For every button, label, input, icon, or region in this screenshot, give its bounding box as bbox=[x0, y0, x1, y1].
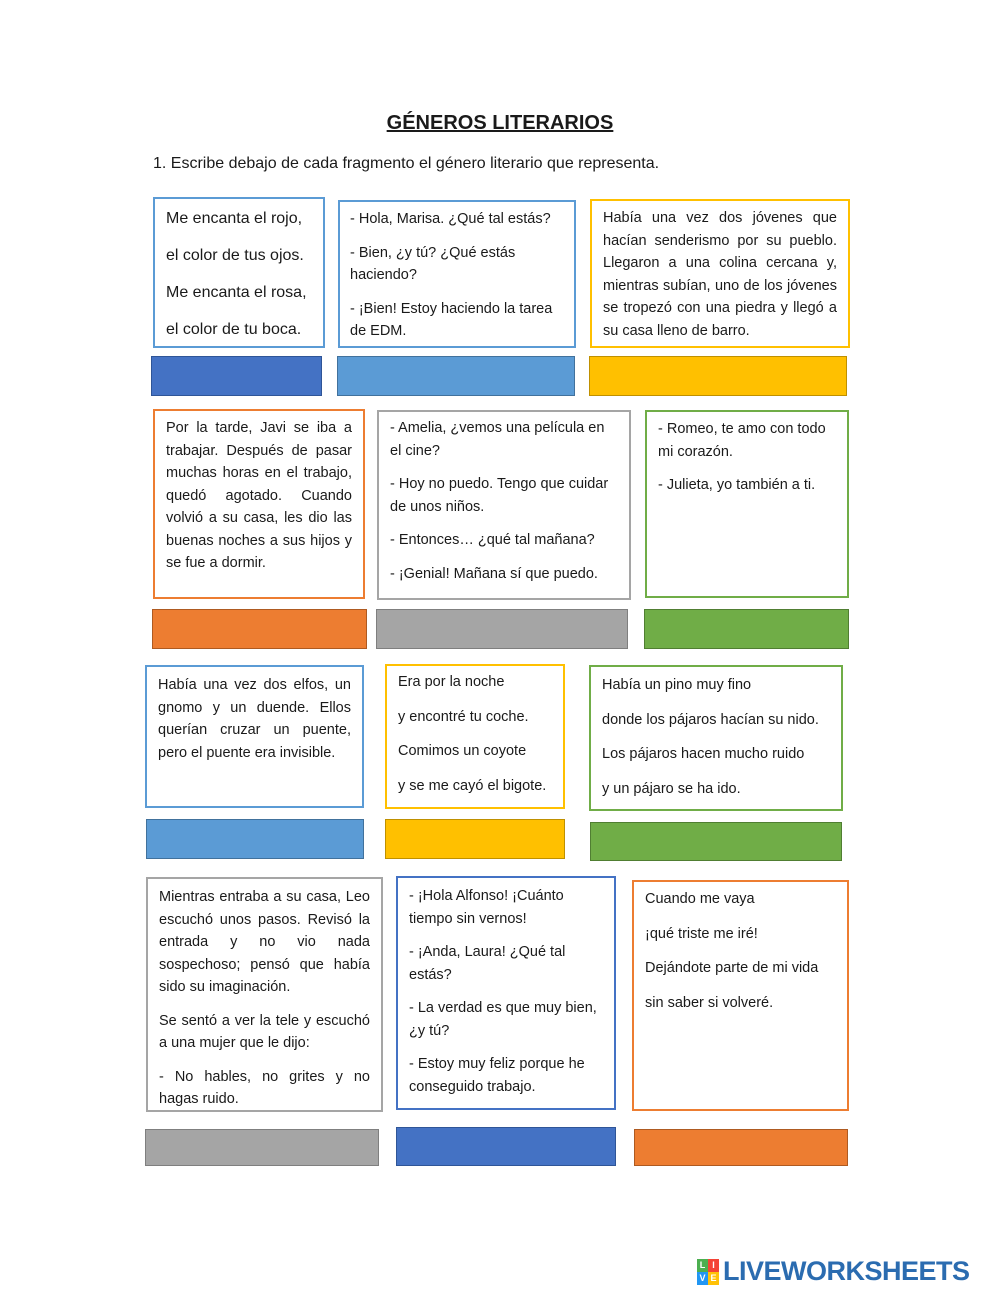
fragment-line: Por la tarde, Javi se iba a trabajar. Después de pasar muchas horas en el trabajo, quedó agotado. Cuando volvió a su casa, les dio las buenas noches a sus hijos y se fue a dormir. bbox=[166, 420, 352, 571]
fragment-line: el color de tus ojos. bbox=[166, 247, 304, 264]
fragment-line: Me encanta el rojo, bbox=[166, 210, 303, 227]
fragment-card-11 bbox=[396, 876, 616, 1110]
fragment-card-8 bbox=[385, 664, 565, 809]
fragment-line: - Estoy muy feliz porque he conseguido trabajo. bbox=[409, 1056, 585, 1095]
fragment-line: - No hables, no grites y no hagas ruido. bbox=[159, 1068, 370, 1107]
fragment-line: Había una vez dos jóvenes que hacían senderismo por su pueblo. Llegaron a una colina cercana y, mientras subían, uno de los jóvenes se tropezó con una piedra y llegó a su casa lleno de barro. bbox=[603, 210, 837, 339]
answer-field-11[interactable] bbox=[396, 1127, 616, 1166]
fragment-card-2 bbox=[338, 200, 576, 348]
fragment-card-6 bbox=[645, 410, 849, 598]
fragment-card-9 bbox=[589, 665, 843, 811]
answer-field-7[interactable] bbox=[146, 819, 364, 859]
fragment-line: - Hola, Marisa. ¿Qué tal estás? bbox=[350, 211, 551, 227]
fragment-card-1 bbox=[153, 197, 325, 348]
fragment-line: Había una vez dos elfos, un gnomo y un duende. Ellos querían cruzar un puente, pero el puente era invisible. bbox=[158, 677, 351, 761]
logo-text: LIVEWORKSHEETS bbox=[723, 1256, 970, 1286]
answer-field-10[interactable] bbox=[145, 1129, 379, 1166]
liveworksheets-logo bbox=[697, 1256, 970, 1287]
fragment-line: Dejándote parte de mi vida bbox=[645, 960, 819, 976]
fragment-line: - ¡Hola Alfonso! ¡Cuánto tiempo sin vernos! bbox=[409, 888, 564, 927]
answer-field-2[interactable] bbox=[337, 356, 575, 396]
fragment-line: y se me cayó el bigote. bbox=[398, 777, 547, 794]
answer-field-6[interactable] bbox=[644, 609, 849, 649]
fragment-line: sin saber si volveré. bbox=[645, 994, 774, 1011]
fragment-line: - Entonces… ¿qué tal mañana? bbox=[390, 532, 595, 548]
instruction-text: 1. Escribe debajo de cada fragmento el género literario que representa. bbox=[153, 155, 660, 172]
fragment-line: y encontré tu coche. bbox=[398, 708, 529, 725]
fragment-card-7 bbox=[145, 665, 364, 808]
fragment-line: - ¡Anda, Laura! ¿Qué tal estás? bbox=[409, 944, 566, 983]
fragment-line: - Julieta, yo también a ti. bbox=[658, 477, 816, 493]
answer-field-12[interactable] bbox=[634, 1129, 848, 1166]
fragment-card-10 bbox=[146, 877, 383, 1112]
fragment-line: - Hoy no puedo. Tengo que cuidar de unos niños. bbox=[390, 476, 609, 515]
fragment-card-3 bbox=[590, 199, 850, 348]
fragment-card-12 bbox=[632, 880, 849, 1111]
fragment-line: el color de tu boca. bbox=[166, 321, 302, 338]
answer-field-8[interactable] bbox=[385, 819, 565, 859]
fragment-line: donde los pájaros hacían su nido. bbox=[602, 711, 819, 728]
fragment-line: - La verdad es que muy bien, ¿y tú? bbox=[409, 1000, 597, 1039]
answer-field-4[interactable] bbox=[152, 609, 367, 649]
answer-field-9[interactable] bbox=[590, 822, 842, 861]
fragment-line: - ¡Genial! Mañana sí que puedo. bbox=[390, 565, 598, 582]
fragment-line: Comimos un coyote bbox=[398, 743, 527, 759]
answer-field-1[interactable] bbox=[151, 356, 322, 396]
fragment-line: Los pájaros hacen mucho ruido bbox=[602, 746, 805, 762]
answer-field-5[interactable] bbox=[376, 609, 628, 649]
logo-mark-icon: L I V E bbox=[697, 1259, 719, 1285]
fragment-line: - Bien, ¿y tú? ¿Qué estás haciendo? bbox=[350, 244, 516, 283]
fragment-card-5 bbox=[377, 410, 631, 600]
fragment-line: Mientras entraba a su casa, Leo escuchó unos pasos. Revisó la entrada y no vio nada sospechoso; pensó que había sido su imaginación. bbox=[159, 889, 370, 995]
fragment-line: Era por la noche bbox=[398, 674, 505, 690]
fragment-line: ¡qué triste me iré! bbox=[645, 925, 758, 942]
fragment-line: - ¡Bien! Estoy haciendo la tarea de EDM. bbox=[350, 300, 553, 339]
fragment-line: y un pájaro se ha ido. bbox=[602, 780, 741, 797]
fragment-line: - Romeo, te amo con todo mi corazón. bbox=[658, 421, 826, 460]
fragment-line: Había un pino muy fino bbox=[602, 677, 752, 693]
fragment-line: Cuando me vaya bbox=[645, 891, 755, 907]
fragment-line: - Amelia, ¿vemos una película en el cine? bbox=[390, 420, 605, 459]
fragment-card-4 bbox=[153, 409, 365, 599]
fragment-line: Me encanta el rosa, bbox=[166, 284, 307, 301]
fragment-line: Se sentó a ver la tele y escuchó a una mujer que le dijo: bbox=[159, 1012, 370, 1051]
page-title: GÉNEROS LITERARIOS bbox=[386, 112, 614, 134]
answer-field-3[interactable] bbox=[589, 356, 847, 396]
